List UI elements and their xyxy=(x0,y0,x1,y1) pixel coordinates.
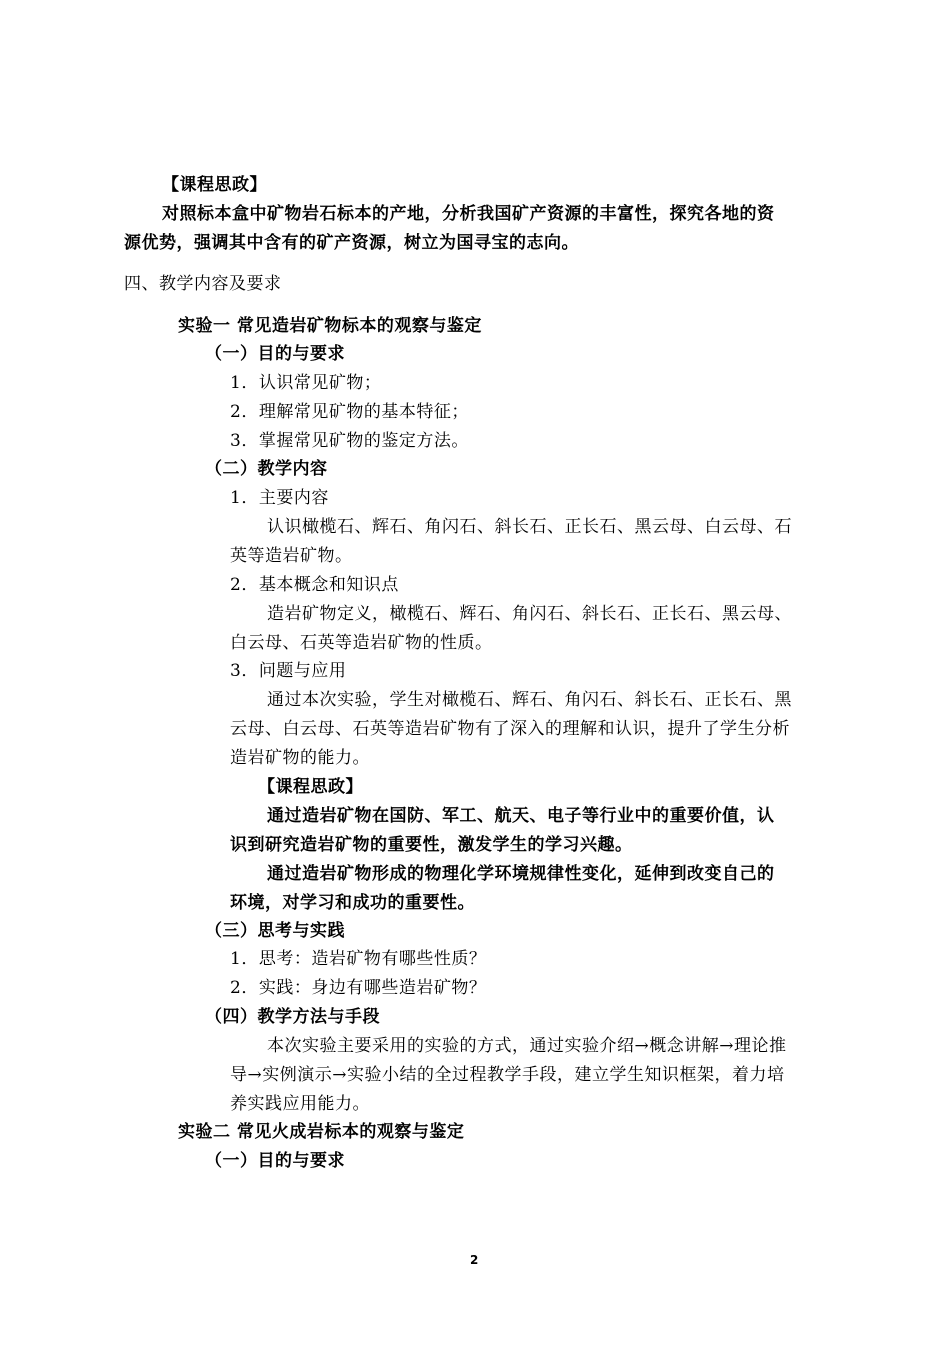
list-item: 2．实践：身边有哪些造岩矿物？ xyxy=(230,978,487,998)
subsection-heading: （二）教学内容 xyxy=(205,459,328,479)
paragraph-line: 识到研究造岩矿物的重要性，激发学生的学习兴趣。 xyxy=(230,835,633,855)
subsection-heading: （一）目的与要求 xyxy=(205,1151,345,1171)
paragraph-line: 通过造岩矿物在国防、军工、航天、电子等行业中的重要价值，认 xyxy=(267,806,775,826)
subsection-heading: （三）思考与实践 xyxy=(205,921,345,941)
paragraph-line: 养实践应用能力。 xyxy=(230,1094,370,1114)
list-item: 1．思考：造岩矿物有哪些性质？ xyxy=(230,949,487,969)
list-item: 1．主要内容 xyxy=(230,488,329,508)
paragraph-line: 白云母、石英等造岩矿物的性质。 xyxy=(230,633,493,653)
paragraph-line: 英等造岩矿物。 xyxy=(230,546,353,566)
experiment-title: 实验二 常见火成岩标本的观察与鉴定 xyxy=(178,1122,465,1142)
subsection-heading: （一）目的与要求 xyxy=(205,344,345,364)
list-item: 2．理解常见矿物的基本特征； xyxy=(230,402,469,422)
subsection-heading: （四）教学方法与手段 xyxy=(205,1007,380,1027)
paragraph-line: 通过本次实验，学生对橄榄石、辉石、角闪石、斜长石、正长石、黑 xyxy=(267,690,792,710)
list-item: 2．基本概念和知识点 xyxy=(230,575,399,595)
chapter-heading: 四、教学内容及要求 xyxy=(124,274,282,294)
section-heading: 【课程思政】 xyxy=(258,777,363,797)
list-item: 1．认识常见矿物； xyxy=(230,373,382,393)
paragraph-line: 环境，对学习和成功的重要性。 xyxy=(230,893,475,913)
paragraph-line: 造岩矿物定义，橄榄石、辉石、角闪石、斜长石、正长石、黑云母、 xyxy=(267,604,792,624)
paragraph-line: 导→实例演示→实验小结的全过程教学手段，建立学生知识框架，着力培 xyxy=(230,1065,785,1085)
paragraph-line: 造岩矿物的能力。 xyxy=(230,748,370,768)
paragraph-line: 认识橄榄石、辉石、角闪石、斜长石、正长石、黑云母、白云母、石 xyxy=(267,517,792,537)
paragraph-line: 云母、白云母、石英等造岩矿物有了深入的理解和认识，提升了学生分析 xyxy=(230,719,790,739)
list-item: 3．掌握常见矿物的鉴定方法。 xyxy=(230,431,469,451)
section-heading: 【课程思政】 xyxy=(162,175,267,195)
list-item: 3．问题与应用 xyxy=(230,661,347,681)
page-number: 2 xyxy=(470,1253,479,1267)
experiment-title: 实验一 常见造岩矿物标本的观察与鉴定 xyxy=(178,316,482,336)
paragraph-line: 通过造岩矿物形成的物理化学环境规律性变化，延伸到改变自己的 xyxy=(267,864,775,884)
paragraph-line: 本次实验主要采用的实验的方式，通过实验介绍→概念讲解→理论推 xyxy=(267,1036,787,1056)
paragraph-line: 源优势，强调其中含有的矿产资源，树立为国寻宝的志向。 xyxy=(124,233,579,253)
paragraph-line: 对照标本盒中矿物岩石标本的产地，分析我国矿产资源的丰富性，探究各地的资 xyxy=(162,204,775,224)
